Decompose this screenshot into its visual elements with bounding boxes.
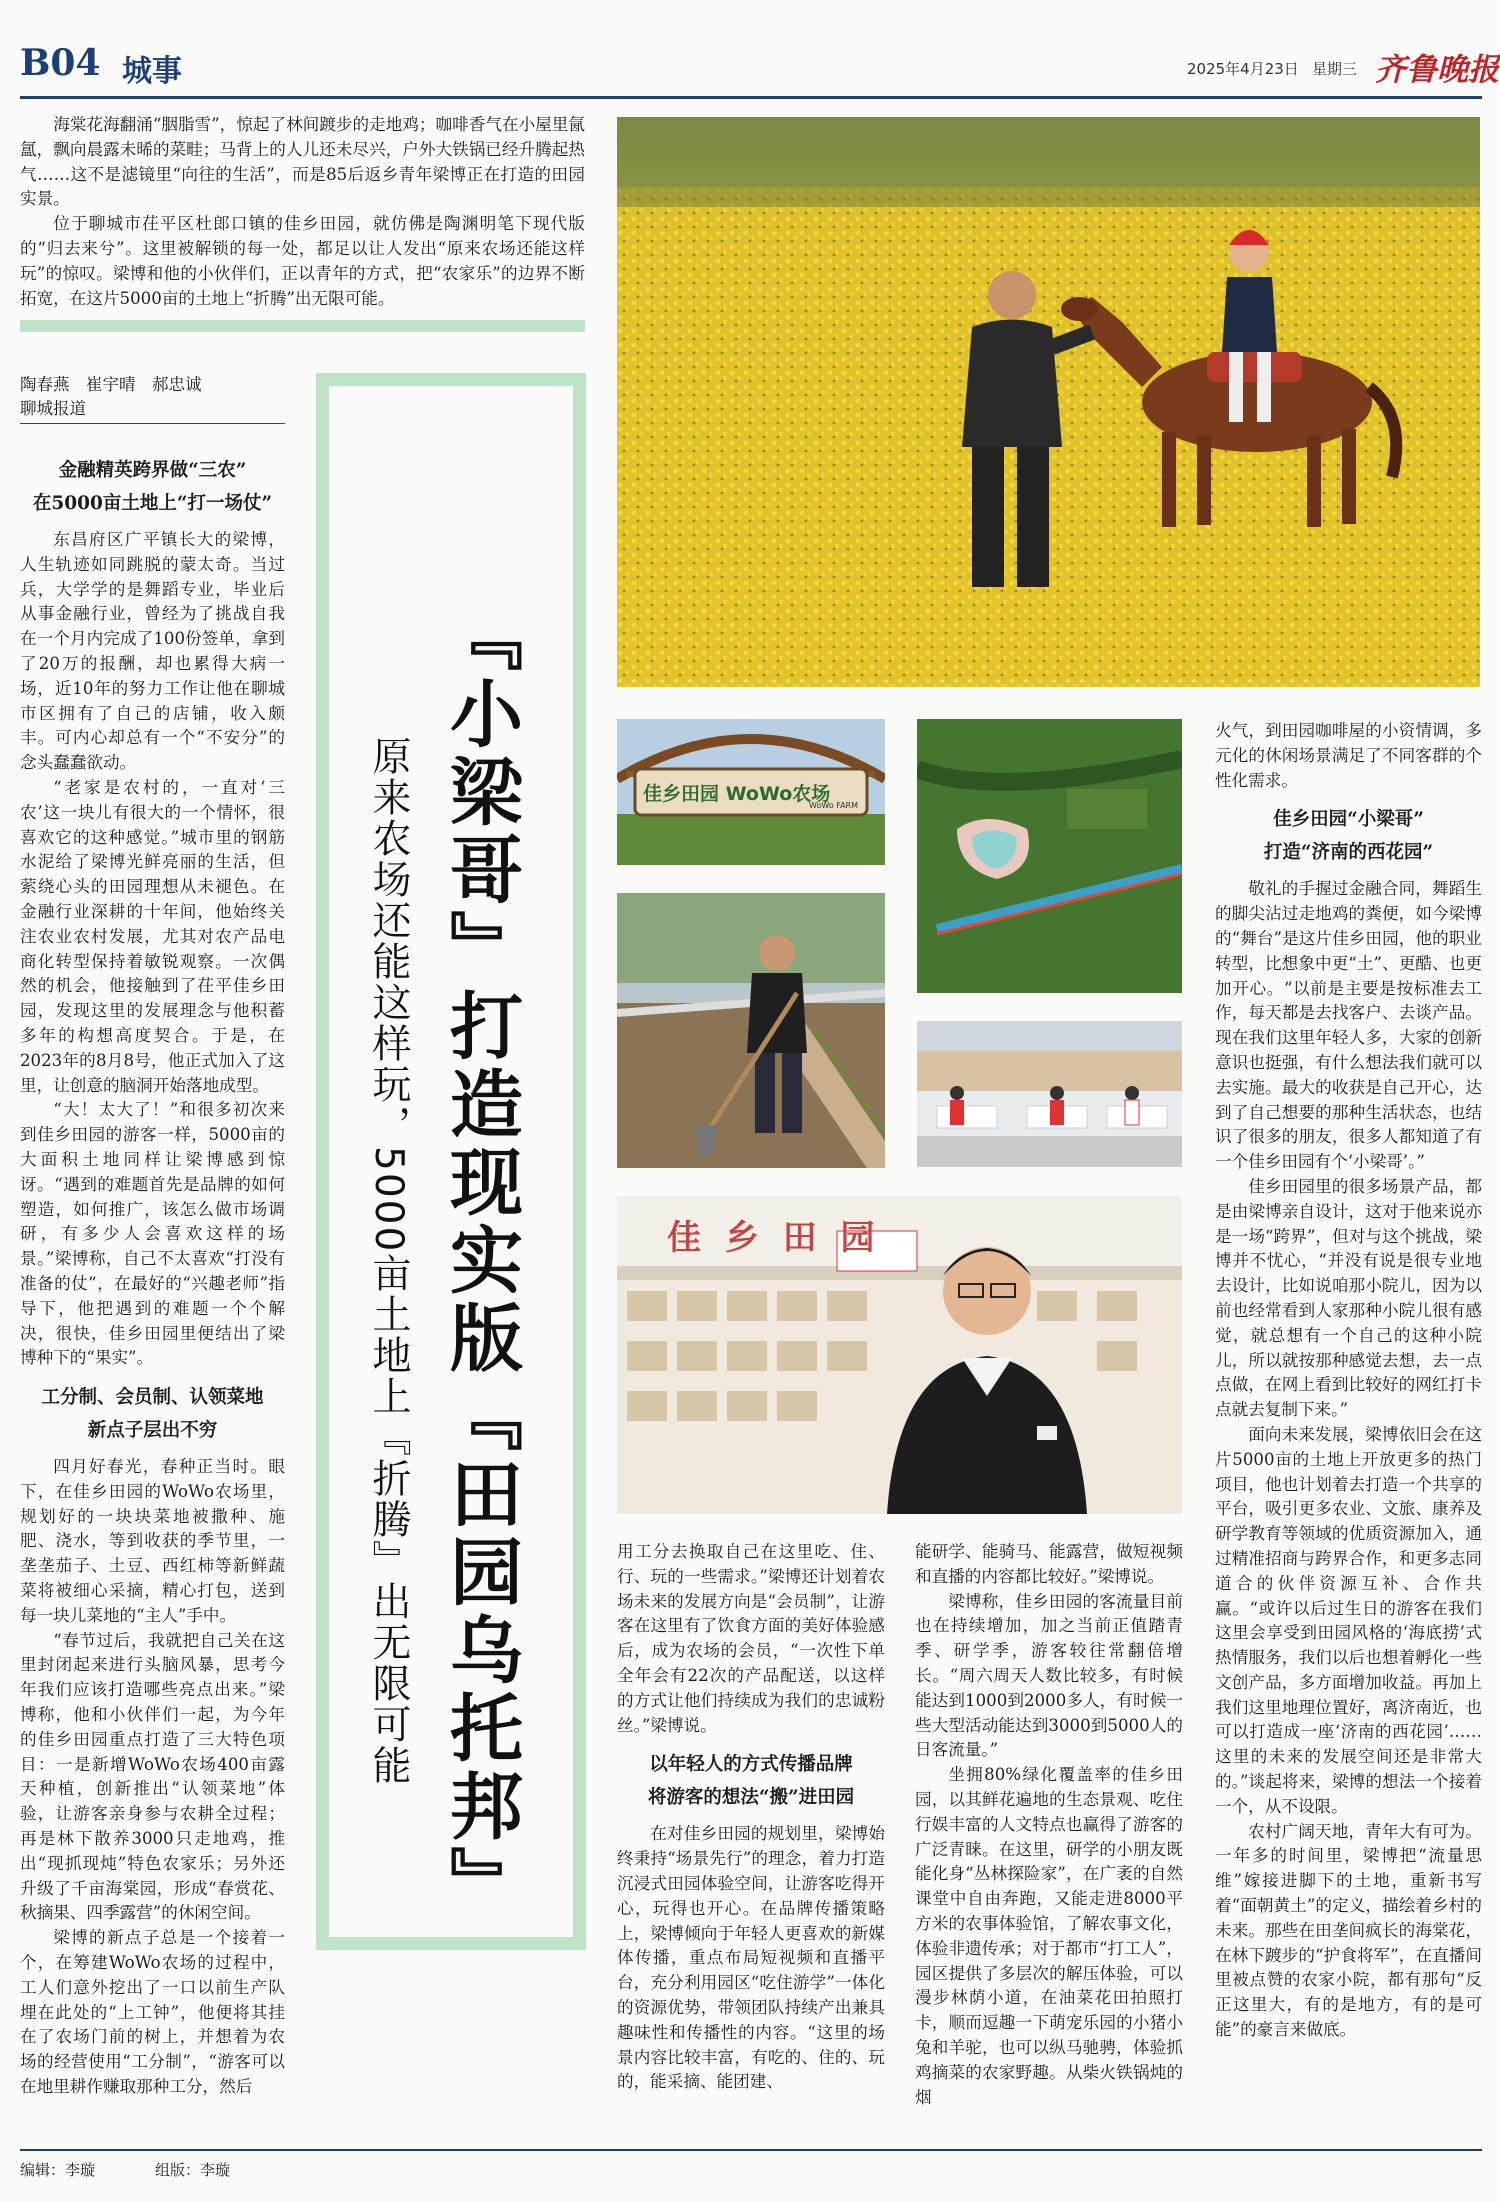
article-paragraph: 梁博称，佳乡田园的客流量目前也在持续增加，加之当前正值踏青季、研学季，游客较往常翻倍增长。“周六周天人数比较多，有时候能达到1000到2000多人，有时候一些大型活动能达到3000到5000人的日客流量。” [915, 1591, 1183, 1760]
horse-field-illustration [617, 117, 1480, 687]
shop-sign-text: 佳 乡 田 园 [667, 1218, 881, 1258]
footer-layout: 组版：李璇 [155, 2161, 231, 2179]
subheading-line: 金融精英跨界做“三农” [58, 460, 247, 481]
intro-lead [20, 113, 585, 311]
agency-byline: 聊城报道 [20, 399, 86, 418]
article-paragraph: 火气，到田园咖啡屋的小资情调，多元化的休闲场景满足了不同客群的个性化需求。 [1215, 721, 1482, 790]
footer-editor: 编辑：李璇 [20, 2161, 96, 2179]
reporters-byline: 陶春燕 崔宇晴 郝忠诚 [20, 375, 202, 394]
subheading-line: 打造“济南的西花园” [1263, 842, 1434, 864]
footer-rule [20, 2149, 1482, 2151]
article-paragraph: 能研学、能骑马、能露营，做短视频和直播的内容都比较好。”梁博说。 [915, 1542, 1183, 1586]
article-paragraph: 用工分去换取自己在这里吃、住、行、玩的一些需求。”梁博还计划着农场未来的发展方向是“会员制”，让游客在这里有了饮食方面的美好体验感后，成为农场的会员，“一次性下单全年会有22次的产品配送，以这样的方式让他们持续成为我们的忠诚粉丝。”梁博说。 [617, 1542, 885, 1735]
issue-date: 2025年4月23日 [1187, 60, 1299, 78]
article-paragraph: 佳乡田园里的很多场景产品，都是由梁博亲自设计，这对于他来说亦是一场“跨界”，但对与这个挑战，梁博并不忧心，“并没有说是很专业地去设计，比如说咱那小院儿，因为以前也经常看到人家那种小院儿很有感觉，就总想有一个自己的这种小院儿，所以就按那种感觉去想，去一点点做，在网上看到比较好的网红打卡点就去复制下来。” [1215, 1176, 1482, 1420]
article-column-1 [20, 444, 285, 2142]
article-paragraph: “大！太大了！”和很多初次来到佳乡田园的游客一样，5000亩的大面积土地同样让梁博感到惊讶。“遇到的难题首先是品牌的如何塑造，如何推广，该怎么做市场调研，有多少人会喜欢这样的场景。”梁博称，自己不太喜欢“打没有准备的仗”，在最好的“兴趣老师”指导下，他把遇到的难题一个个解决，很快，佳乡田园里便结出了梁博种下的“果实”。 [20, 1100, 285, 1368]
sign-small-text: WoWo FARM [809, 801, 859, 810]
kids-illustration [917, 1021, 1182, 1167]
article-paragraph: 东昌府区广平镇长大的梁博，人生轨迹如同跳脱的蒙太奇。当过兵，大学学的是舞蹈专业，毕业后从事金融行业，曾经为了挑战自我在一个月内完成了100份签单，拿到了20万的报酬，却也累得大病一场，近10年的努力工作让他在聊城市区拥有了自己的店铺，收入颇丰。可内心却总有一个“不安分”的念头蠢蠢欲动。 [20, 530, 285, 773]
intro-divider-bar [20, 320, 585, 332]
subheading-line: 工分制、会员制、认领菜地 [41, 1387, 264, 1409]
worker-illustration [617, 893, 885, 1168]
header-rule [20, 96, 1482, 99]
headline-main: 『小梁哥』打造现实版『田园乌托邦』 [437, 598, 523, 1924]
subheading-line: 将游客的想法“搬”进田园 [647, 1787, 855, 1809]
subheading [617, 1748, 885, 1814]
photo-wowo-farm-sign [617, 719, 885, 865]
article-paragraph: “老家是农村的，一直对‘三农’这一块儿有很大的一个情怀，很喜欢它的这种感觉。”城市里的钢筋水泥给了梁博光鲜亮丽的生活，但萦绕心头的田园理想从未褪色。在金融行业深耕的十年间，他始终关注农业农村发展，尤其对农产品电商化转型保持着敏锐观察。一次偶然的机会，他接触到了茌平佳乡田园，发现这里的发展理念与他积蓄多年的构想高度契合。于是，在2023年的8月8号，他正式加入了这里，让创意的脑洞开始落地成型。 [20, 777, 285, 1095]
photo-horse-rapeseed-field [617, 117, 1480, 687]
article-column-2 [617, 1540, 885, 2140]
article-paragraph: 在对佳乡田园的规划里，梁博始终秉持“场景先行”的理念，着力打造沉浸式田园体验空间，让游客吃得开心，玩得也开心。在品牌传播策略上，梁博倾向于年轻人更喜欢的新媒体传播，重点布局短视频和直播平台，充分利用园区“吃住游学”一体化的资源优势，带领团队持续产出兼具趣味性和传播性的内容。“这里的场景内容比较丰富，有吃的、住的、玩的，能采摘、能团建、 [617, 1824, 885, 2092]
newspaper-logo: 齐鲁晚报 [1375, 52, 1499, 88]
photo-farm-worker [617, 893, 885, 1168]
article-paragraph: 四月好春光，春种正当时。眼下，在佳乡田园的WoWo农场里，规划好的一块块菜地被撒种、施肥、浇水，等到收获的季节里，一垄垄茄子、土豆、西红柿等新鲜蔬菜将被细心采摘，精心打包，送到每一块儿菜地的“主人”手中。 [20, 1457, 285, 1625]
subheading [20, 454, 285, 520]
section-title: 城事 [122, 54, 182, 89]
article-paragraph: “春节过后，我就把自己关在这里封闭起来进行头脑风暴，思考今年我们应该打造哪些亮点出来。”梁博称，他和小伙伴们一起，为今年的佳乡田园重点打造了三大特色项目：一是新增WoWo农场400亩露天种植，创新推出“认领菜地”体验，让游客亲身参与农耕全过程；再是林下散养3000只走地鸡，推出“现抓现炖”特色农家乐；另外还升级了千亩海棠园，形成“春赏花、秋摘果、四季露营”的休闲空间。 [20, 1630, 285, 1923]
intro-paragraph: 位于聊城市茌平区杜郎口镇的佳乡田园，就仿佛是陶渊明笔下现代版的“归去来兮”。这里被解锁的每一处，都足以让人发出“原来农场还能这样玩”的惊叹。梁博和他的小伙伴们，正以青年的方式，把“农家乐”的边界不断拓宽，在这片5000亩的土地上“折腾”出无限可能。 [20, 214, 585, 308]
photo-kids-activity [917, 1021, 1182, 1167]
article-column-3 [915, 1540, 1183, 2140]
article-paragraph: 敬礼的手握过金融合同，舞蹈生的脚尖沾过走地鸡的粪便，如今梁博的“舞台”是这片佳乡田园，他的职业转型，比想象中更“土”、更酷、也更加开心。“以前是主要是按标准去工作，每天都是去找客户、去谈产品。现在我们这里年轻人多，大家的创新意识也挺强，有什么想法我们就可以去实施。最大的收获是自己开心，达到了自己想要的那种生活状态，也结识了很多的朋友，很多人都知道了有一个佳乡田园有个‘小梁哥’。” [1215, 879, 1482, 1172]
photo-aerial-park [917, 719, 1182, 993]
subheading-line: 在5000亩土地上“打一场仗” [32, 493, 273, 514]
article-paragraph: 梁博的新点子总是一个接着一个，在筹建WoWo农场的过程中，工人们意外挖出了一口以前生产队埋在此处的“上工钟”，他便将其挂在了农场门前的树上，并想着为农场的经营使用“工分制”，“游客可以在地里耕作赚取那种工分，然后 [20, 1928, 285, 2097]
subheading [20, 1381, 285, 1447]
byline-rule [20, 423, 285, 424]
page-number: B04 [20, 42, 101, 84]
subheading-line: 以年轻人的方式传播品牌 [649, 1754, 853, 1776]
subheading-line: 佳乡田园“小梁哥” [1273, 809, 1424, 831]
article-column-4 [1215, 719, 1482, 2139]
article-paragraph: 农村广阔天地，青年大有可为。一年多的时间里，梁博把“流量思维”嫁接进脚下的土地，重新书写着“面朝黄土”的定义，描绘着乡村的未来。那些在田垄间疯长的海棠花，在林下踱步的“护食将军”，在直播间里被点赞的农家小院，都有那句“反正这里大，有的是地方，有的是可能”的豪言来做底。 [1215, 1821, 1482, 2040]
article-paragraph: 面向未来发展，梁博依旧会在这片5000亩的土地上开放更多的热门项目，他也计划着去打造一个共享的平台，吸引更多农业、文旅、康养及研学教育等领域的优质资源加入，通过精准招商与跨界合作，和更多志同道合的伙伴资源互补、合作共赢。“或许以后过生日的游客在我们这里会享受到田园风格的‘海底捞’式热情服务，我们以后也想着孵化一些文创产品，多方面增加收益。再加上我们这里地理位置好，离济南近，也可以打造成一座‘济南的西花园’……这里的未来的发展空间还是非常大的。”谈起将来，梁博的想法一个接着一个，从不设限。 [1215, 1424, 1482, 1816]
aerial-illustration [917, 719, 1182, 993]
intro-paragraph: 海棠花海翻涌“胭脂雪”，惊起了林间踱步的走地鸡；咖啡香气在小屋里氤氲，飘向晨露未晞的菜畦；马背上的人儿还未尽兴，户外大铁锅已经升腾起热气……这不是滤镜里“向往的生活”，而是85后返乡青年梁博正在打造的田园实景。 [20, 115, 585, 209]
article-paragraph: 坐拥80%绿化覆盖率的佳乡田园，以其鲜花遍地的生态景观、吃住行娱丰富的人文特点也赢得了游客的广泛青睐。在这里，研学的小朋友既能化身“丛林探险家”，在广袤的自然课堂中自由奔跑，又能走进8000平方米的农事体验馆，了解农事文化，体验非遗传承；对于都市“打工人”，园区提供了多层次的解压体验，可以漫步林荫小道，在油菜花田拍照打卡，顺而逗趣一下萌宠乐园的小猪小兔和羊驼，也可以纵马驰骋，体验抓鸡摘菜的农家野趣。从柴火铁锅炖的烟 [915, 1765, 1183, 2107]
issue-weekday: 星期三 [1312, 60, 1358, 78]
subheading [1215, 803, 1482, 869]
headline-sub: 原来农场还能这样玩，5000亩土地上『折腾』出无限可能 [366, 736, 411, 1787]
sign-text: 佳乡田园 WoWo农场 [643, 783, 831, 805]
subheading-line: 新点子层出不穷 [87, 1420, 218, 1442]
photo-liang-bo-portrait [617, 1196, 1182, 1514]
